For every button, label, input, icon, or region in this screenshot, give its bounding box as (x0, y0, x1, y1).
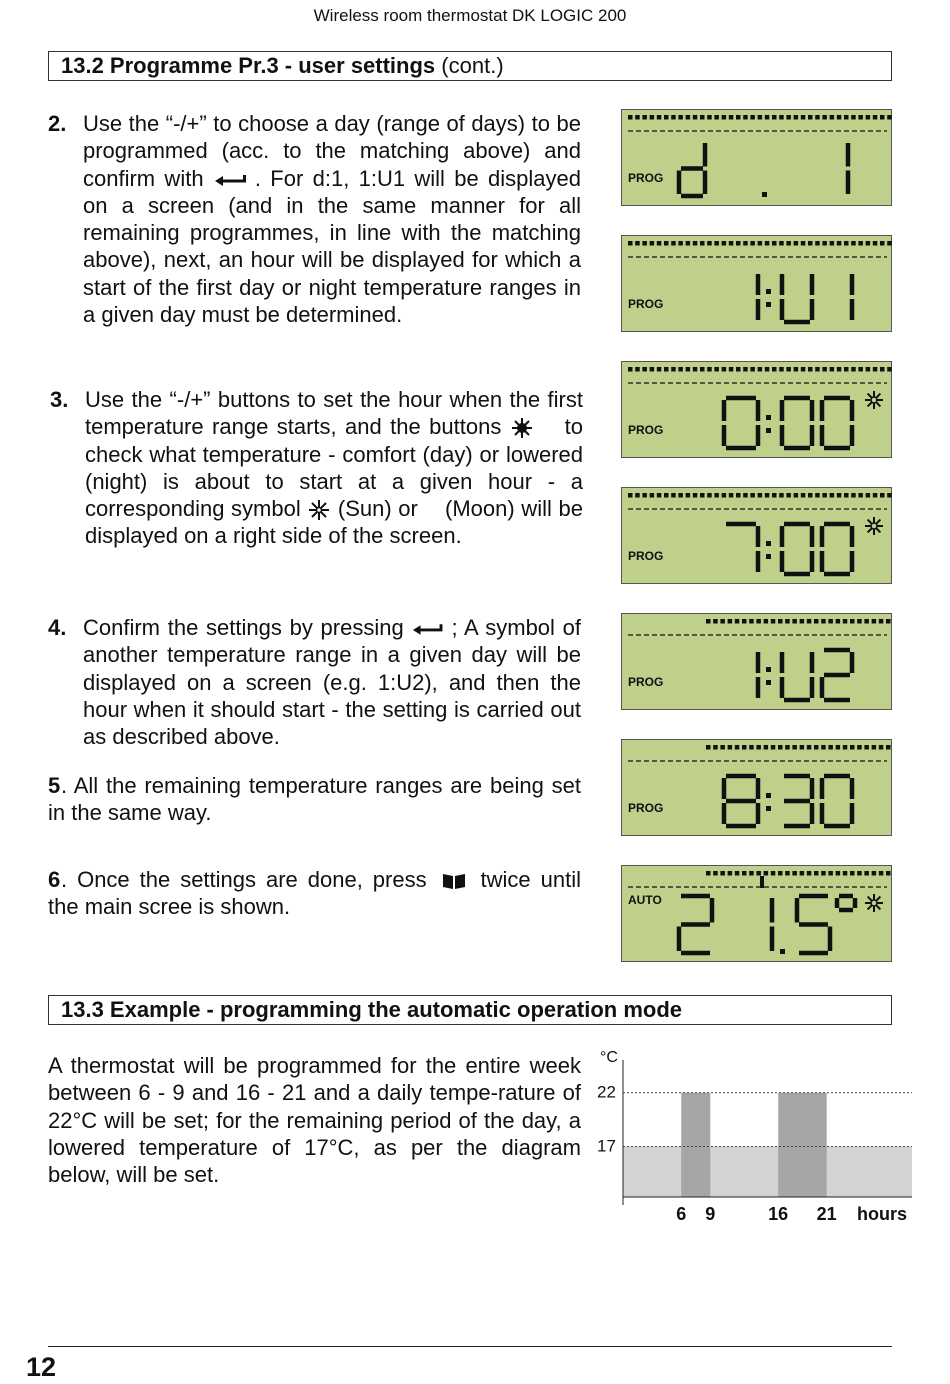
step-text: Use the “-/+” to choose a day (range of days) to be programmed (acc. to the matching above) and confirm with (83, 111, 581, 191)
y-tick-label: 22 (597, 1082, 616, 1102)
x-tick-label: 6 (676, 1204, 687, 1224)
y-axis-unit: °C (600, 1049, 618, 1066)
step-text: (Moon) will be displayed on a right side of the screen. (85, 496, 583, 549)
step-text: . All the remaining temperature ranges are being set in the same way. (48, 773, 581, 826)
section-title: 13.3 Example - programming the automatic operation mode (61, 997, 683, 1022)
step-text: Use the “-/+” buttons to set the hour when the first temperature range starts, and the buttons (85, 387, 583, 440)
lcd-screen-8-30 (621, 739, 892, 836)
lcd-dot-row (628, 493, 892, 498)
lcd-mode-label: PROG (628, 297, 664, 311)
step-number: 5 (48, 773, 61, 798)
x-axis-label: hours (857, 1204, 908, 1224)
lcd-dot-row (628, 115, 892, 120)
step-6 (48, 866, 581, 921)
comfort-temperature-bar (778, 1093, 827, 1197)
lcd-dot-row (706, 871, 891, 876)
lcd-digits (726, 524, 852, 574)
step-4 (48, 614, 581, 750)
example-description: A thermostat will be programmed for the entire week between 6 - 9 and 16 - 21 and a daily tempe-rature of 22°C will be set; for the remaining period of the day, a lowered temperature of 17°C, as per the diagram below, will be set. (48, 1053, 581, 1188)
x-tick-label: 9 (705, 1204, 716, 1224)
footer-rule (48, 1346, 892, 1347)
lcd-mode-label: PROG (628, 675, 664, 689)
moon-icon (542, 418, 556, 438)
enter-icon (411, 622, 451, 636)
lowered-temperature-band (623, 1146, 912, 1197)
lcd-digits (679, 896, 855, 954)
step-text: . Once the settings are done, press (61, 867, 427, 892)
step-text: (Sun) or (337, 496, 418, 522)
section-title: 13.2 Programme Pr.3 - user settings (61, 53, 436, 78)
step-text: twice until the main scree is shown. (48, 867, 581, 920)
comfort-temperature-bar (681, 1093, 710, 1197)
book-icon (437, 871, 471, 891)
lcd-mode-label: PROG (628, 549, 664, 563)
step-2 (48, 110, 581, 328)
x-tick-label: 21 (816, 1204, 837, 1224)
lcd-mode-label: PROG (628, 801, 664, 815)
running-header: Wireless room thermostat DK LOGIC 200 (313, 6, 627, 25)
sun-icon (510, 417, 534, 439)
lcd-mode-label: PROG (628, 423, 664, 437)
lcd-digits (724, 776, 852, 826)
lcd-dot-row (706, 619, 891, 624)
step-number: 4. (48, 615, 67, 640)
step-text: . For d:1, 1:U1 will be displayed on a screen (and in the same manner for all remaining programmes, in line with the matching above), next, an hour will be displayed for which a start of the first day or night temperature ranges in a given day must be determined. (83, 165, 581, 328)
y-tick-label: 17 (597, 1136, 616, 1156)
lcd-dot-row (706, 745, 891, 750)
step-5 (48, 772, 581, 827)
lcd-dot-row (628, 241, 892, 246)
lcd-screen-1u1 (621, 235, 892, 332)
lcd-screen-d1 (621, 109, 892, 206)
step-3 (50, 386, 583, 550)
step-number: 3. (50, 387, 69, 412)
step-number: 2. (48, 111, 67, 136)
lcd-mode-label: PROG (628, 171, 664, 185)
section-heading-13-3 (48, 995, 892, 1025)
lcd-screen-1u2 (621, 613, 892, 710)
lcd-screen-0-00 (621, 361, 892, 458)
step-text: ; A symbol of another temperature range in a given day will be displayed on a screen (e.g. 1:U2), and then the hour when it should start - the setting is carried out as described above. (83, 615, 581, 750)
section-heading-13-2 (48, 51, 892, 81)
lcd-digits (758, 650, 852, 700)
step-number: 6 (48, 867, 61, 892)
step-text: Confirm the settings by pressing (83, 615, 404, 640)
sun-icon (307, 499, 331, 521)
x-tick-label: 16 (768, 1204, 789, 1224)
temperature-schedule-diagram (590, 1040, 920, 1230)
page-number: 12 (26, 1352, 57, 1382)
enter-icon (213, 173, 255, 187)
lcd-digits (724, 398, 852, 448)
step-text: to check what temperature - comfort (day) or lowered (night) is about to start at a given hour - a corresponding symbol (85, 414, 583, 522)
lcd-mode-label: AUTO (628, 893, 662, 907)
lcd-dot-row (628, 367, 892, 372)
lcd-digits (679, 143, 848, 197)
lcd-screen-auto (621, 865, 892, 962)
lcd-digits (758, 274, 852, 322)
lcd-screen-7-00 (621, 487, 892, 584)
section-title-suffix: (cont.) (441, 53, 504, 78)
moon-icon (424, 500, 438, 520)
